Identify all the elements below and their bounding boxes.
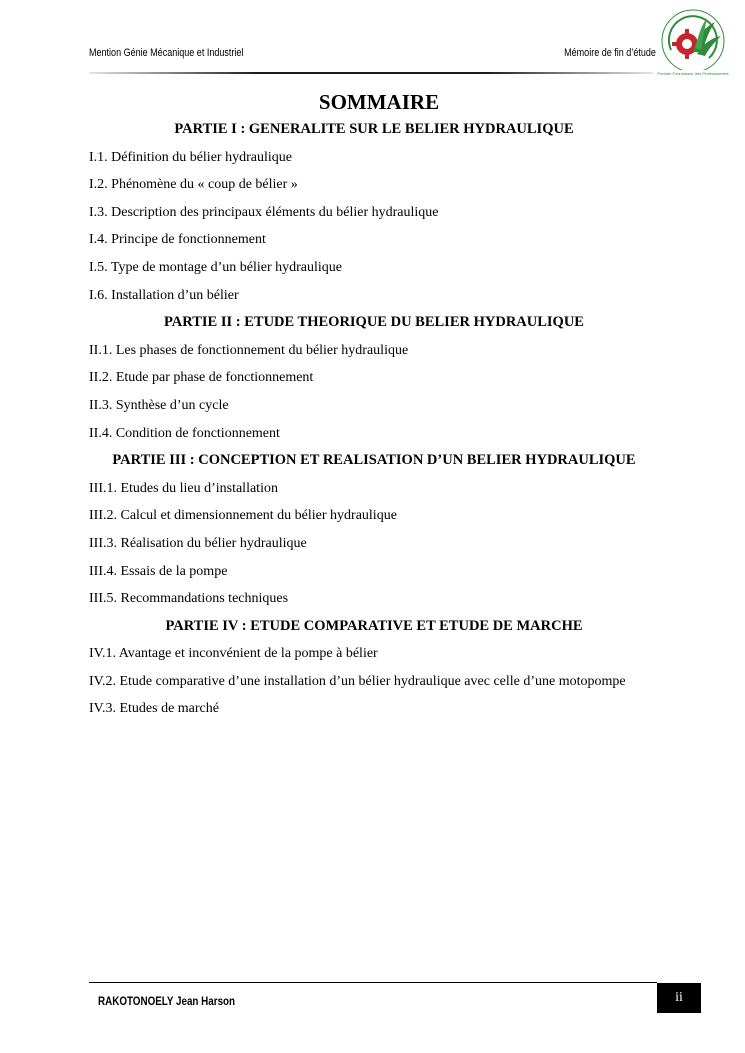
- section-partie-1: [89, 116, 659, 309]
- toc-item[interactable]: III.5. Recommandations techniques: [89, 591, 289, 607]
- header-rule: [89, 72, 653, 74]
- header-mention: Mention Génie Mécanique et Industriel: [89, 47, 244, 59]
- toc-item[interactable]: I.5. Type de montage d’un bélier hydraulique: [89, 259, 343, 275]
- section-partie-4: [89, 613, 659, 723]
- table-of-contents: [89, 88, 659, 723]
- section-heading: PARTIE IV : ETUDE COMPARATIVE ET ETUDE DE MARCHE: [165, 617, 583, 634]
- footer-rule: [89, 982, 657, 983]
- school-logo-icon: [657, 8, 729, 80]
- toc-item[interactable]: II.2. Etude par phase de fonctionnement: [89, 370, 314, 386]
- toc-item[interactable]: III.2. Calcul et dimensionnement du bélier hydraulique: [89, 508, 397, 524]
- toc-item[interactable]: II.3. Synthèse d’un cycle: [89, 397, 229, 413]
- section-heading: PARTIE II : ETUDE THEORIQUE DU BELIER HYDRAULIQUE: [164, 314, 584, 331]
- toc-item[interactable]: I.4. Principe de fonctionnement: [89, 232, 266, 248]
- toc-item[interactable]: II.1. Les phases de fonctionnement du bélier hydraulique: [89, 342, 409, 358]
- section-partie-2: [89, 309, 659, 447]
- toc-item[interactable]: IV.1. Avantage et inconvénient de la pompe à bélier: [89, 646, 378, 662]
- section-partie-3: [89, 447, 659, 613]
- toc-item[interactable]: I.2. Phénomène du « coup de bélier »: [89, 177, 298, 193]
- section-heading: PARTIE III : CONCEPTION ET REALISATION D’UN BELIER HYDRAULIQUE: [112, 452, 636, 469]
- toc-item[interactable]: I.3. Description des principaux éléments du bélier hydraulique: [89, 204, 439, 220]
- toc-item[interactable]: II.4. Condition de fonctionnement: [89, 425, 280, 441]
- header-memoire: Mémoire de fin d’étude: [564, 47, 656, 59]
- page-number: ii: [657, 983, 701, 1013]
- toc-item[interactable]: III.1. Etudes du lieu d’installation: [89, 480, 278, 496]
- toc-item[interactable]: III.3. Réalisation du bélier hydraulique: [89, 535, 307, 551]
- footer-author: RAKOTONOELY Jean Harson: [98, 994, 236, 1008]
- toc-item[interactable]: III.4. Essais de la pompe: [89, 563, 228, 579]
- toc-item[interactable]: IV.2. Etude comparative d’une installation d’un bélier hydraulique avec celle d’une motopompe: [89, 673, 626, 689]
- toc-item[interactable]: I.6. Installation d’un bélier: [89, 287, 239, 303]
- page-title: SOMMAIRE: [318, 90, 440, 114]
- svg-text:Premier Fournisseur des Profes: Premier Fournisseur des Professionnels: [657, 71, 729, 76]
- toc-item[interactable]: IV.3. Etudes de marché: [89, 701, 219, 717]
- section-heading: PARTIE I : GENERALITE SUR LE BELIER HYDRAULIQUE: [174, 121, 574, 137]
- toc-item[interactable]: I.1. Définition du bélier hydraulique: [89, 149, 292, 165]
